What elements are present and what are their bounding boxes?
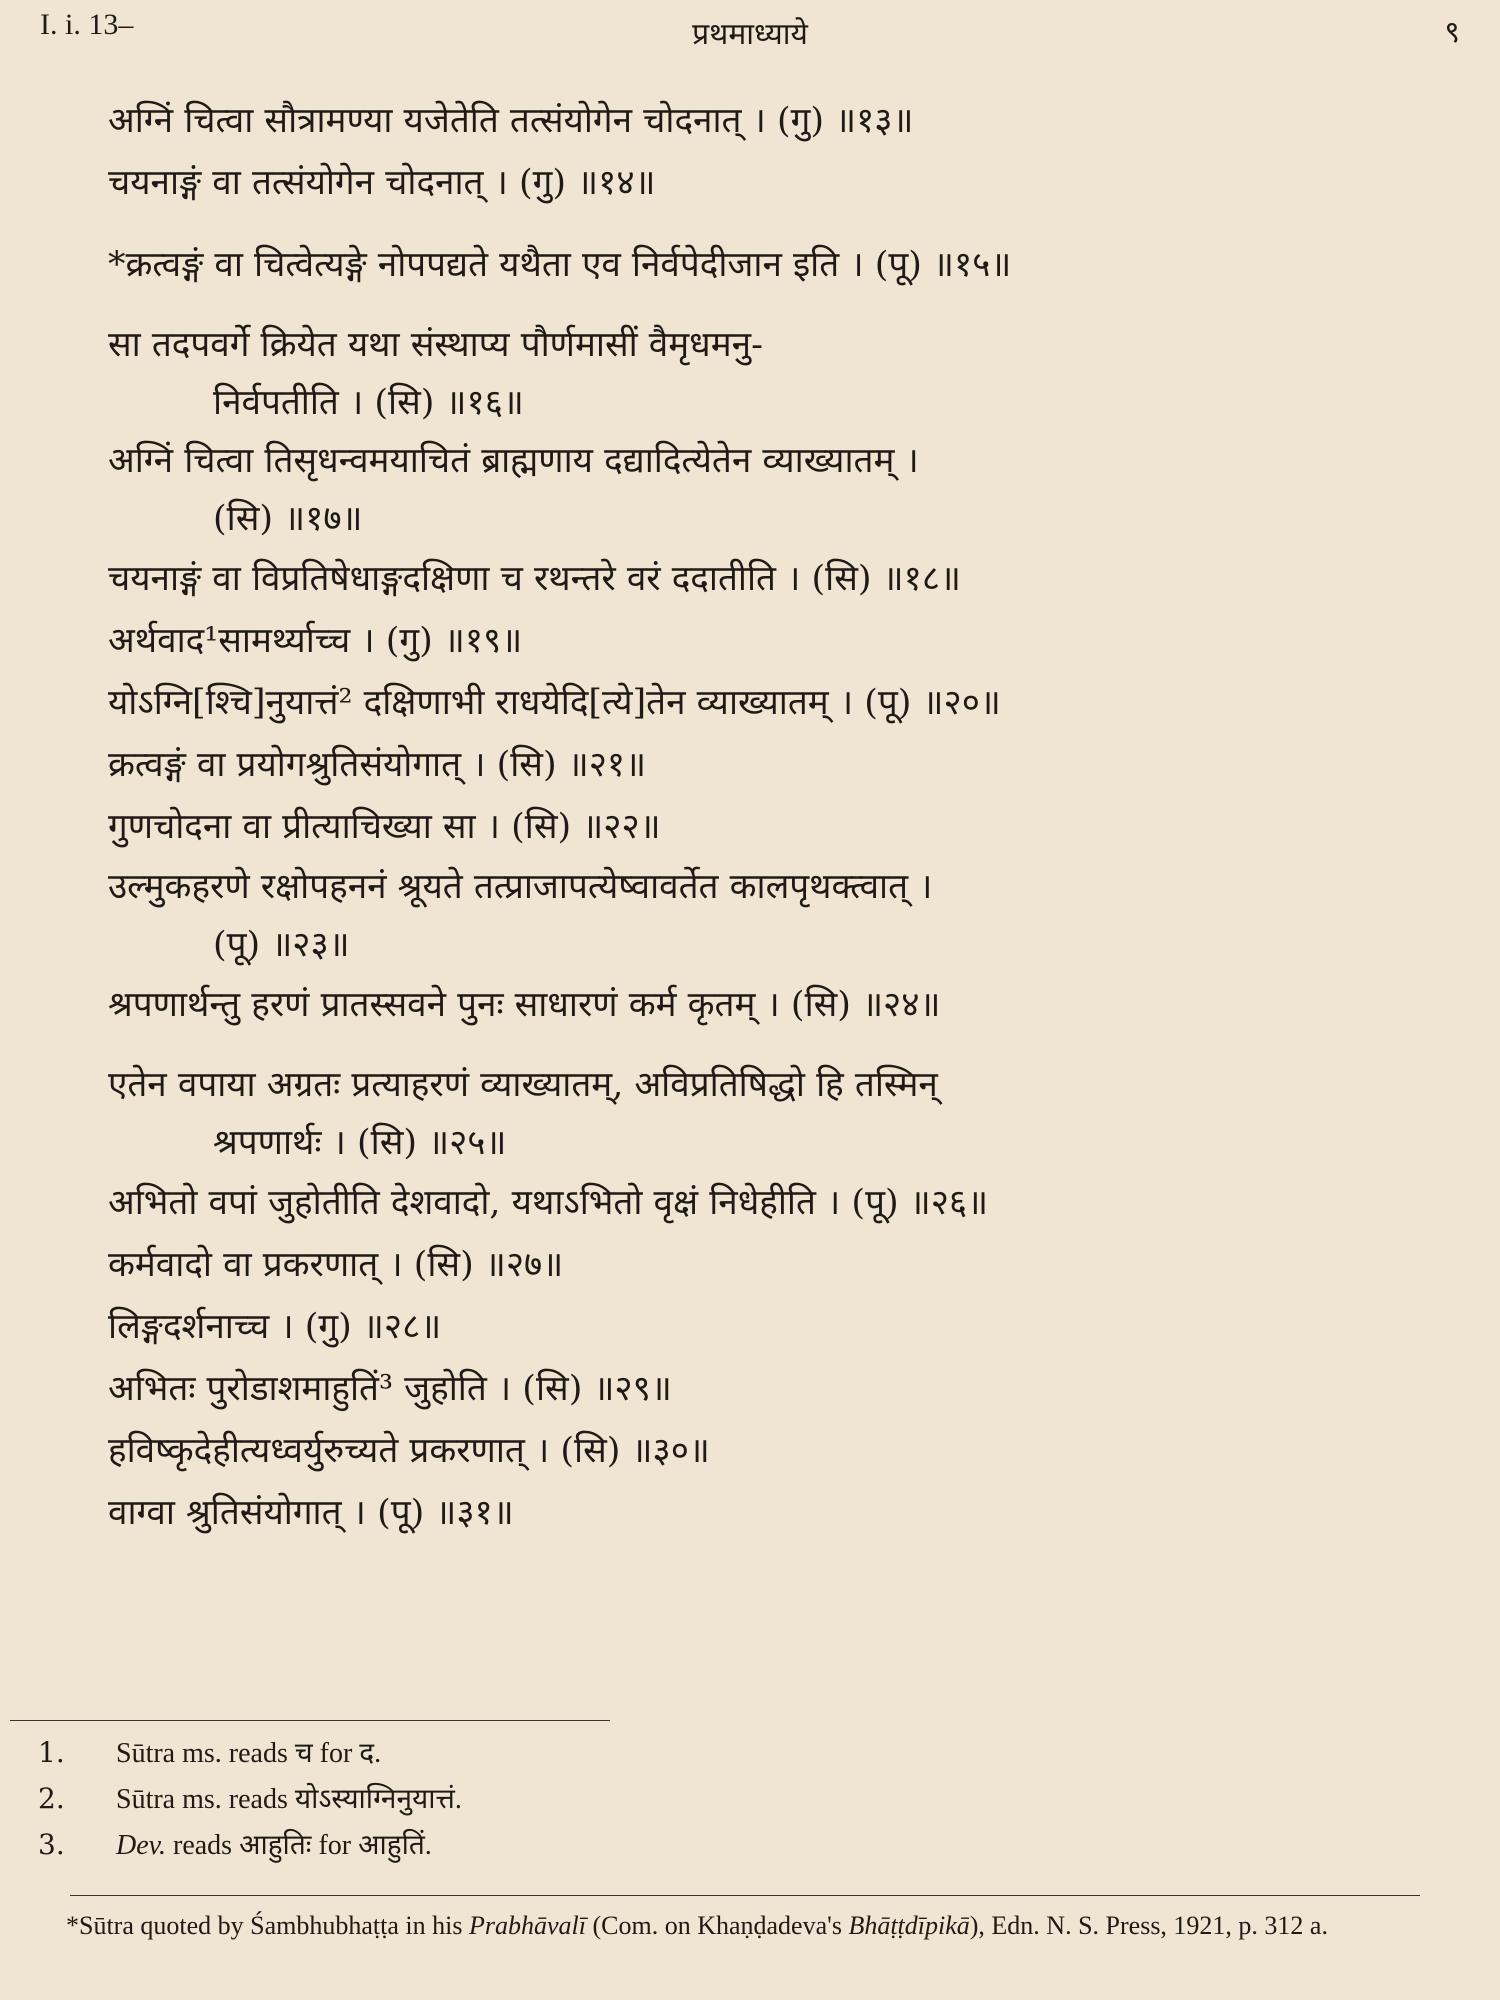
sutra-23-line2: (पू) ॥२३॥ xyxy=(213,925,350,965)
footnote-text: Sūtra ms. reads योऽस्याग्निनुयात्तं. xyxy=(116,1782,462,1815)
sutra-21: क्रत्वङ्गं वा प्रयोगश्रुतिसंयोगात् । (सि) ॥२१॥ xyxy=(108,745,647,785)
sutra-17-line2: (सि) ॥१७॥ xyxy=(213,499,363,539)
footnote-divider xyxy=(10,1720,610,1721)
asterisk-note: *Sūtra quoted by Śambhubhaṭṭa in his Prabhāvalī (Com. on Khaṇḍadeva's Bhāṭṭdīpikā), Edn. N. S. Press, 1921, p. 312 a. xyxy=(66,1911,1328,1940)
sutra-25-line2: श्रपणार्थः । (सि) ॥२५॥ xyxy=(213,1123,507,1163)
page-number: ९ xyxy=(1444,15,1460,50)
footnote-text: Sūtra ms. reads च for द. xyxy=(116,1736,382,1769)
sutra-27: कर्मवादो वा प्रकरणात् । (सि) ॥२७॥ xyxy=(108,1245,564,1285)
sutra-30: हविष्कृदेहीत्यध्वर्युरुच्यते प्रकरणात् । (सि) ॥३०॥ xyxy=(108,1431,710,1471)
footnote-number: 3. xyxy=(38,1828,65,1861)
sutra-25-line1: एतेन वपाया अग्रतः प्रत्याहरणं व्याख्यातम्, अविप्रतिषिद्धो हि तस्मिन् xyxy=(108,1065,938,1105)
sutra-29: अभितः पुरोडाशमाहुतिं³ जुहोति । (सि) ॥२९॥ xyxy=(108,1369,672,1409)
sutra-14: चयनाङ्गं वा तत्संयोगेन चोदनात् । (गु) ॥१४॥ xyxy=(108,163,656,203)
sutra-16-line2: निर्वपतीति । (सि) ॥१६॥ xyxy=(213,383,524,423)
sutra-16-line1: सा तदपवर्गे क्रियेत यथा संस्थाप्य पौर्णमासीं वैमृधमनु- xyxy=(108,325,763,365)
bottom-note-divider xyxy=(70,1895,1420,1896)
sutra-18: चयनाङ्गं वा विप्रतिषेधाङ्गदक्षिणा च रथन्तरे वरं ददातीति । (सि) ॥१८॥ xyxy=(108,559,961,599)
sutra-26: अभितो वपां जुहोतीति देशवादो, यथाऽभितो वृक्षं निधेहीति । (पू) ॥२६॥ xyxy=(108,1183,989,1223)
footnote-1 xyxy=(38,1730,1038,1776)
sutra-17 xyxy=(108,432,1438,548)
footnote-number: 2. xyxy=(38,1782,65,1815)
sutra-23 xyxy=(108,858,1438,974)
footnote-number: 1. xyxy=(38,1736,65,1769)
footnotes xyxy=(38,1730,1038,1868)
sutra-23-line1: उल्मुकहरणे रक्षोपहननं श्रूयते तत्प्राजापत्येष्वावर्तेत कालपृथक्त्वात् । xyxy=(108,867,933,907)
page-header xyxy=(40,8,1460,52)
section-reference: I. i. 13– xyxy=(40,8,134,41)
sutra-list xyxy=(108,90,1438,1544)
sutra-19: अर्थवाद¹सामर्थ्याच्च । (गु) ॥१९॥ xyxy=(108,621,523,661)
sutra-15: *क्रत्वङ्गं वा चित्वेत्यङ्गे नोपपद्यते यथैता एव निर्वपेदीजान इति । (पू) ॥१५॥ xyxy=(108,245,1012,285)
footnote-3 xyxy=(38,1822,1038,1868)
footnote-text: Dev. reads आहुतिः for आहुतिं. xyxy=(116,1828,432,1861)
sutra-31: वाग्वा श्रुतिसंयोगात् । (पू) ॥३१॥ xyxy=(108,1493,514,1533)
footnote-2 xyxy=(38,1776,1038,1822)
sutra-13: अग्निं चित्वा सौत्रामण्या यजेतेति तत्संयोगेन चोदनात् । (गु) ॥१३॥ xyxy=(108,101,914,141)
sutra-16 xyxy=(108,316,1438,432)
sutra-28: लिङ्गदर्शनाच्च । (गु) ॥२८॥ xyxy=(108,1307,442,1347)
sutra-20: योऽग्नि[श्चि]नुयात्तं² दक्षिणाभी राधयेदि[त्ये]तेन व्याख्यातम् । (पू) ॥२०॥ xyxy=(108,683,1001,723)
sutra-25 xyxy=(108,1056,1438,1172)
running-title: प्रथमाध्याये xyxy=(692,17,808,52)
sutra-17-line1: अग्निं चित्वा तिसृधन्वमयाचितं ब्राह्मणाय दद्यादित्येतेन व्याख्यातम् । xyxy=(108,441,919,481)
sutra-22: गुणचोदना वा प्रीत्याचिख्या सा । (सि) ॥२२॥ xyxy=(108,807,661,847)
sutra-24: श्रपणार्थन्तु हरणं प्रातस्सवने पुनः साधारणं कर्म कृतम् । (सि) ॥२४॥ xyxy=(108,985,941,1025)
